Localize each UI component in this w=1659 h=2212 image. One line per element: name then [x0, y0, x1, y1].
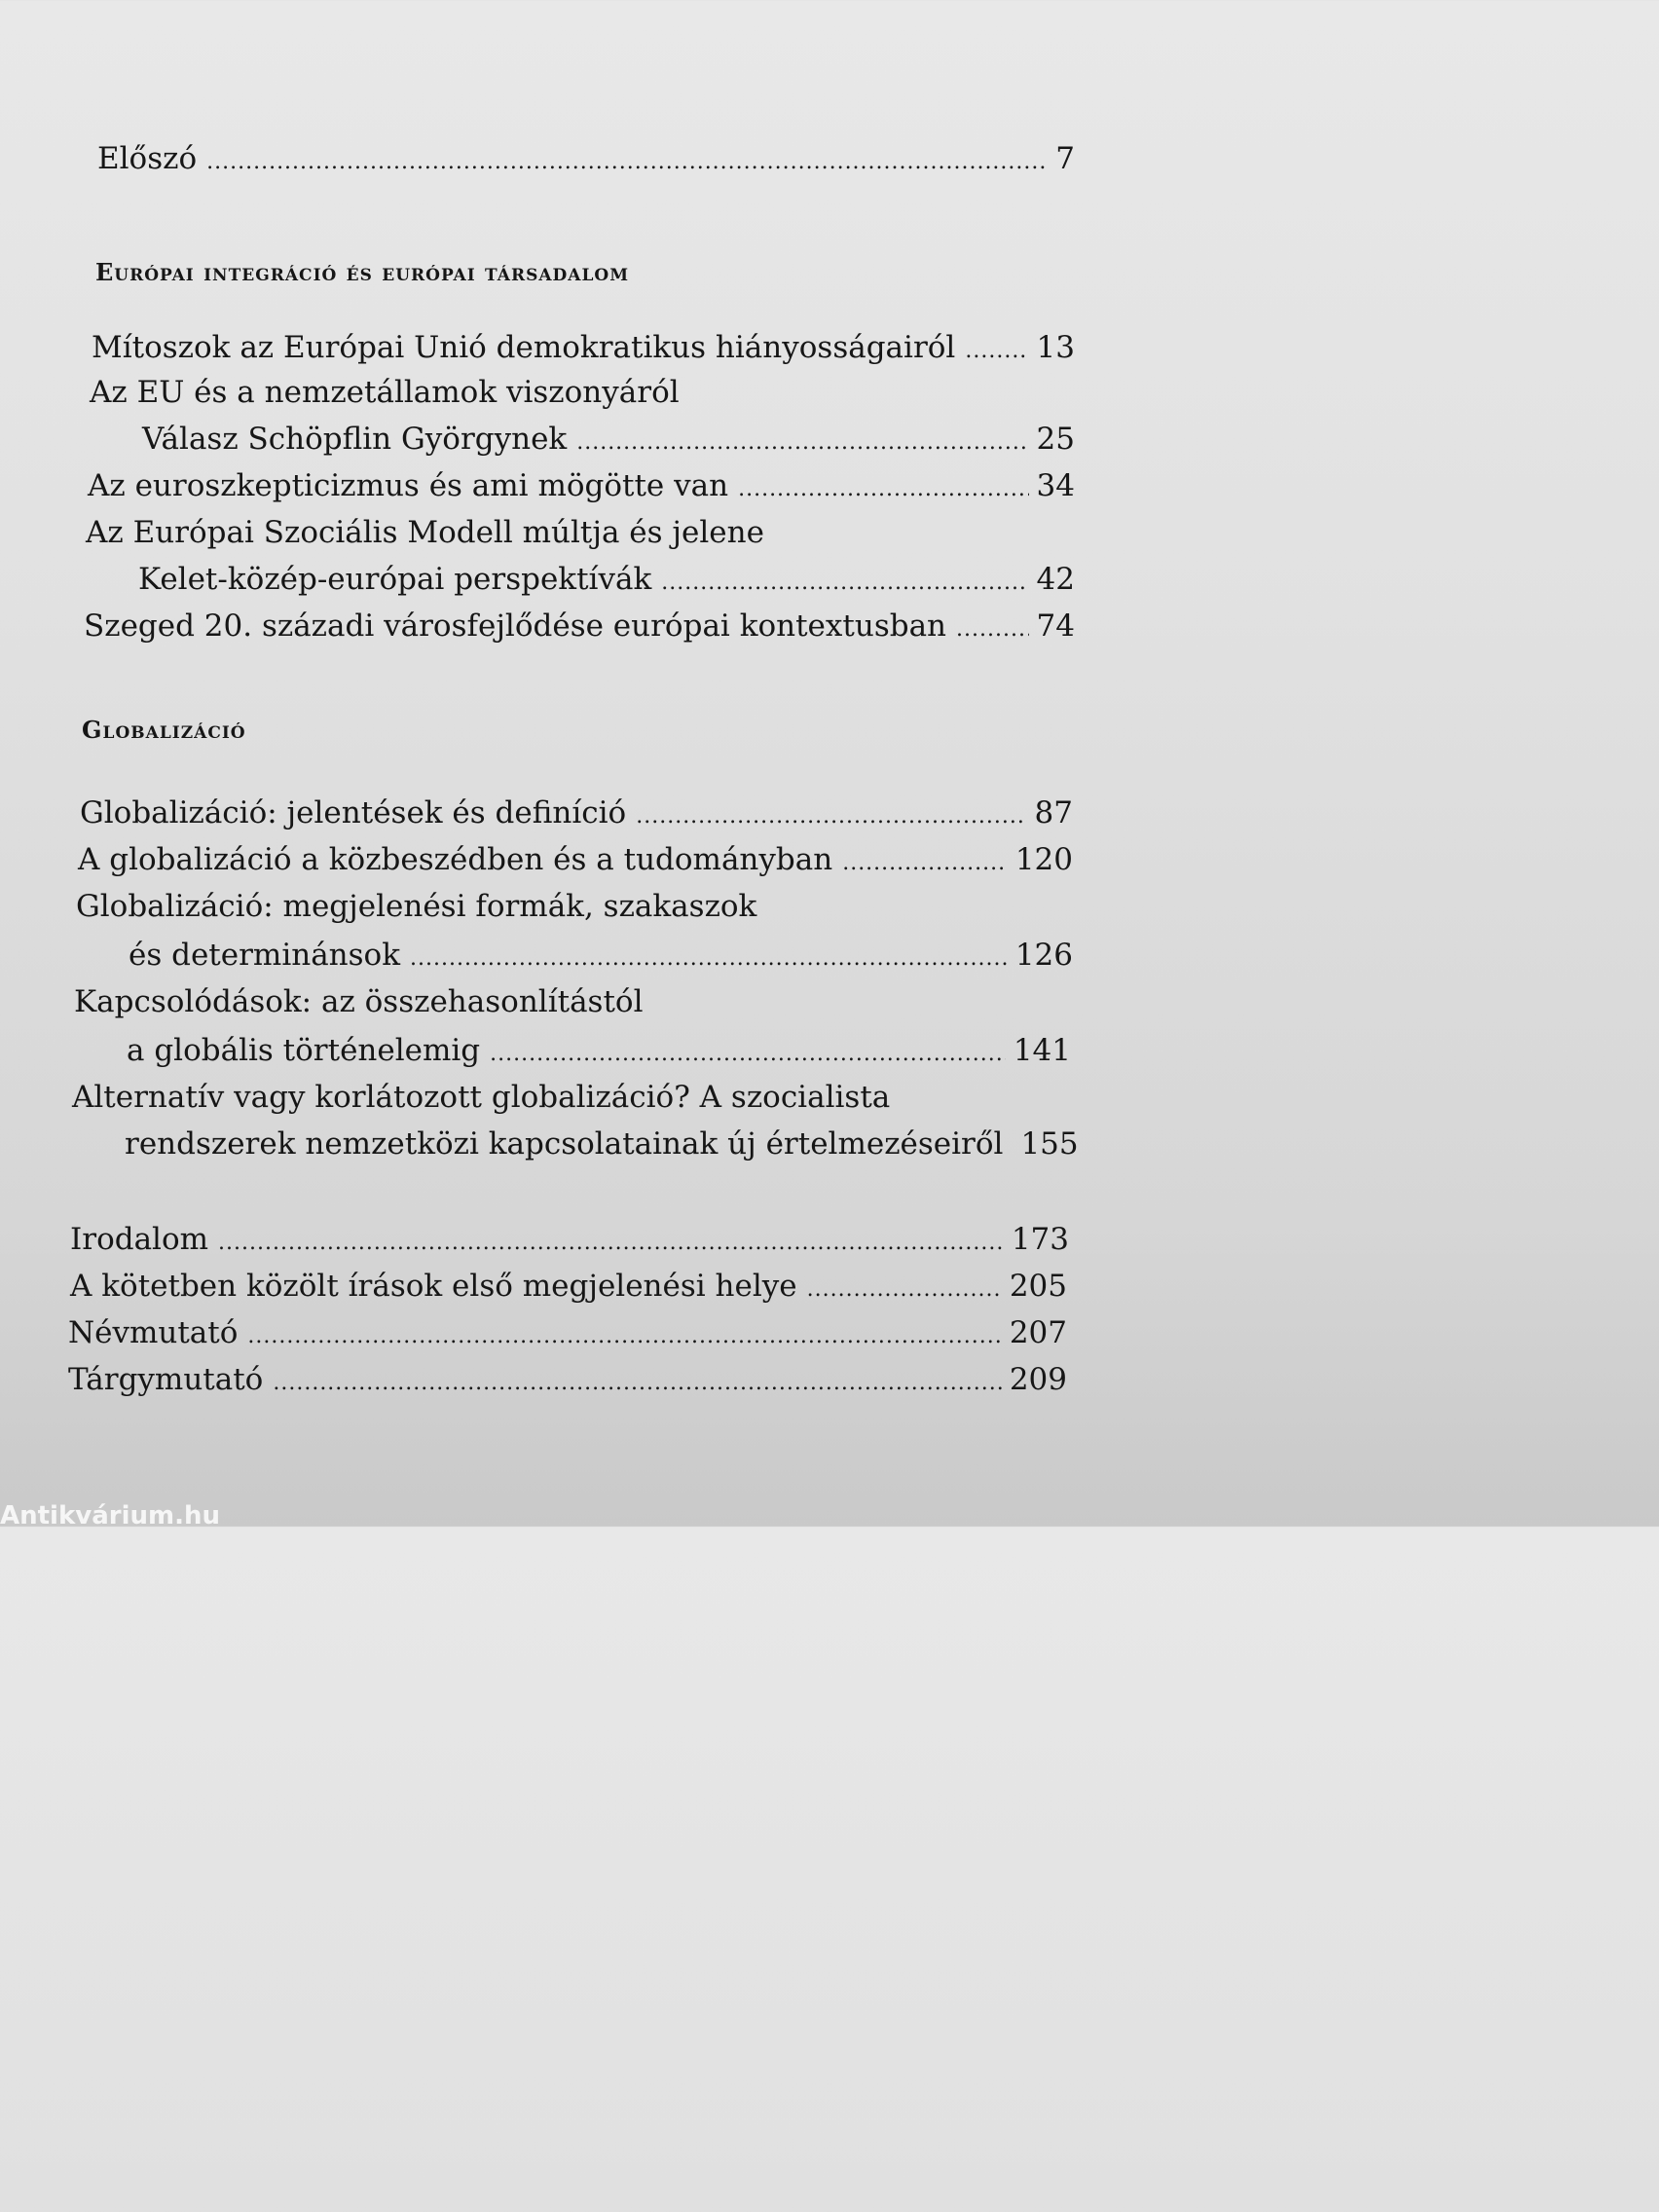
toc-entry	[84, 608, 1075, 644]
toc-entry-title: Előszó	[97, 141, 198, 176]
toc-entry-page: 74	[1036, 608, 1075, 644]
toc-entry	[127, 1033, 1071, 1068]
watermark: Antikvárium.hu	[0, 1501, 220, 1530]
dot-leader	[842, 853, 1008, 874]
toc-entry-title: A globalizáció a közbeszédben és a tudományban	[78, 842, 833, 877]
toc-entry-title: Globalizáció: jelentések és definíció	[80, 795, 627, 830]
toc-entry-page: 155	[1020, 1126, 1079, 1161]
toc-entry-page: 126	[1014, 938, 1073, 973]
toc-entry	[129, 940, 1073, 971]
dot-leader	[965, 341, 1028, 362]
toc-entry	[138, 562, 1075, 597]
dot-leader	[661, 572, 1028, 594]
toc-entry-page: 141	[1013, 1033, 1071, 1068]
toc-entry-page: 120	[1014, 842, 1073, 877]
toc-entry-page: 205	[1009, 1269, 1067, 1304]
dot-leader	[247, 1326, 1001, 1347]
toc-entry-subtitle: rendszerek nemzetközi kapcsolatainak új értelmezéseiről	[125, 1126, 1004, 1161]
toc-entry-title: Névmutató	[68, 1315, 239, 1350]
toc-entry-page: 173	[1011, 1222, 1069, 1257]
toc-entry-title: Mítoszok az Európai Unió demokratikus hiányosságairól	[92, 330, 956, 365]
toc-entry-subtitle: és determinánsok	[129, 938, 400, 973]
dot-leader	[636, 806, 1026, 828]
toc-entry-foreword	[97, 141, 1075, 176]
dot-leader	[738, 479, 1028, 500]
toc-entry-page: 87	[1034, 795, 1073, 830]
toc-entry-bibliography	[70, 1222, 1069, 1257]
toc-entry-page: 7	[1055, 141, 1075, 176]
toc-entry-subject-index	[68, 1362, 1067, 1397]
toc-entry-title: Kapcsolódások: az összehasonlítástól	[74, 984, 644, 1019]
dot-leader	[218, 1233, 1004, 1254]
section-heading-european-integration: Európai integráció és európai társadalom	[95, 258, 630, 286]
toc-entry-title: Az Európai Szociális Modell múltja és jelene	[86, 515, 764, 550]
toc-entry-title: Alternatív vagy korlátozott globalizáció? A szocialista	[72, 1080, 891, 1115]
toc-entry-subtitle: Kelet-közép-európai perspektívák	[138, 562, 652, 597]
toc-entry-page: 25	[1036, 422, 1075, 457]
toc-entry	[142, 424, 1075, 455]
toc-entry	[78, 842, 1073, 877]
dot-leader	[206, 152, 1048, 173]
toc-entry-page: 42	[1036, 562, 1075, 597]
toc-entry-name-index	[68, 1315, 1067, 1350]
book-page	[0, 0, 1145, 1530]
dot-leader	[807, 1279, 1002, 1301]
dot-leader	[410, 948, 1008, 970]
dot-leader	[273, 1373, 1001, 1394]
toc-entry-first-publication	[70, 1269, 1067, 1304]
toc-entry-page: 209	[1009, 1362, 1067, 1397]
toc-entry-title: Az EU és a nemzetállamok viszonyáról	[90, 375, 680, 410]
dot-leader	[956, 619, 1029, 641]
section-heading-globalization: Globalizáció	[82, 716, 246, 744]
toc-entry	[125, 1126, 1079, 1161]
toc-entry-title: A kötetben közölt írások első megjelenési helye	[70, 1269, 797, 1304]
toc-entry	[92, 330, 1075, 365]
toc-entry-title: Az euroszkepticizmus és ami mögötte van	[88, 468, 729, 503]
toc-entry-page: 34	[1036, 468, 1075, 503]
toc-entry-title: Szeged 20. századi városfejlődése európai kontextusban	[84, 608, 947, 644]
toc-entry-title: Irodalom	[70, 1222, 209, 1257]
toc-entry	[88, 468, 1075, 503]
toc-entry	[80, 795, 1073, 830]
toc-entry-title: Globalizáció: megjelenési formák, szakaszok	[76, 889, 757, 924]
toc-entry-subtitle: a globális történelemig	[127, 1033, 481, 1068]
toc-entry-title: Tárgymutató	[68, 1362, 264, 1397]
dot-leader	[576, 432, 1028, 454]
toc-entry-page: 207	[1009, 1315, 1067, 1350]
dot-leader	[490, 1044, 1006, 1065]
toc-entry-page: 13	[1036, 330, 1075, 365]
toc-entry-subtitle: Válasz Schöpflin Györgynek	[142, 422, 568, 457]
